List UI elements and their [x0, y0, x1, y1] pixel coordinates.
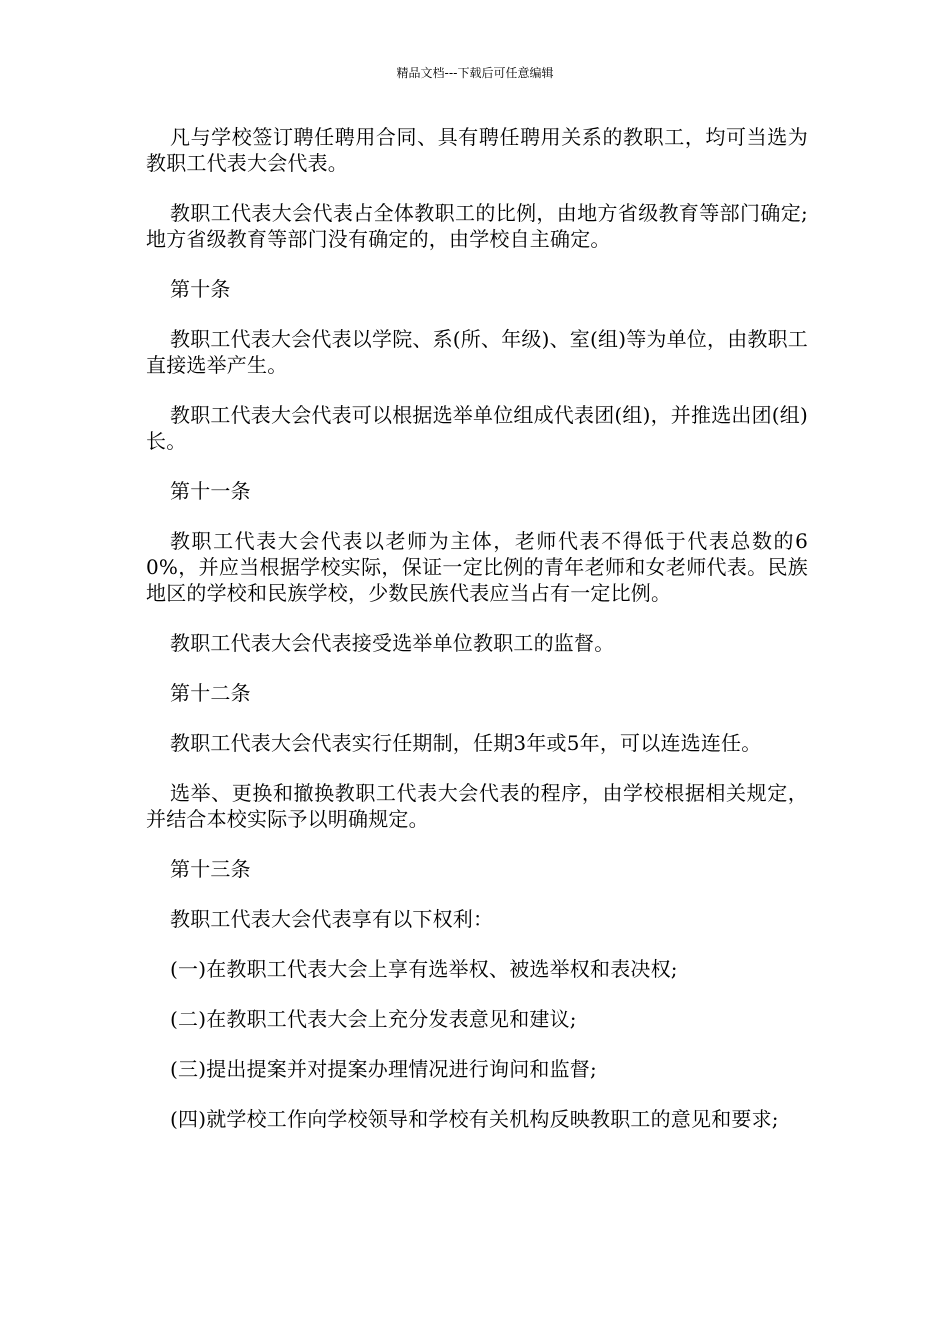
list-item: (二)在教职工代表大会上充分发表意见和建议; [170, 1007, 577, 1031]
paragraph: 选举、更换和撤换教职工代表大会代表的程序，由学校根据相关规定，并结合本校实际予以明确规定。 [146, 781, 808, 831]
list-item: (三)提出提案并对提案办理情况进行询问和监督; [170, 1057, 597, 1081]
paragraph: 教职工代表大会代表以老师为主体，老师代表不得低于代表总数的60%，并应当根据学校实际，保证一定比例的青年老师和女老师代表。民族地区的学校和民族学校，少数民族代表应当占有一定比例。 [146, 529, 808, 605]
article-heading: 第十三条 [170, 857, 251, 881]
list-item: (一)在教职工代表大会上享有选举权、被选举权和表决权; [170, 957, 678, 981]
paragraph: 凡与学校签订聘任聘用合同、具有聘任聘用关系的教职工，均可当选为教职工代表大会代表。 [146, 125, 808, 175]
article-heading: 第十二条 [170, 681, 251, 705]
paragraph: 教职工代表大会代表实行任期制，任期3年或5年，可以连选连任。 [170, 731, 762, 755]
paragraph: 教职工代表大会代表接受选举单位教职工的监督。 [170, 631, 615, 655]
list-item: (四)就学校工作向学校领导和学校有关机构反映教职工的意见和要求; [170, 1107, 779, 1131]
paragraph: 教职工代表大会代表占全体教职工的比例，由地方省级教育等部门确定;地方省级教育等部门没有确定的，由学校自主确定。 [146, 201, 808, 251]
article-heading: 第十一条 [170, 479, 251, 503]
paragraph: 教职工代表大会代表以学院、系(所、年级)、室(组)等为单位，由教职工直接选举产生。 [146, 327, 809, 377]
paragraph: 教职工代表大会代表享有以下权利： [170, 907, 494, 931]
page-header: 精品文档---下载后可任意编辑 [396, 66, 554, 80]
article-heading: 第十条 [170, 277, 231, 301]
paragraph: 教职工代表大会代表可以根据选举单位组成代表团(组)，并推选出团(组)长。 [146, 403, 809, 453]
document-body [146, 124, 808, 1156]
